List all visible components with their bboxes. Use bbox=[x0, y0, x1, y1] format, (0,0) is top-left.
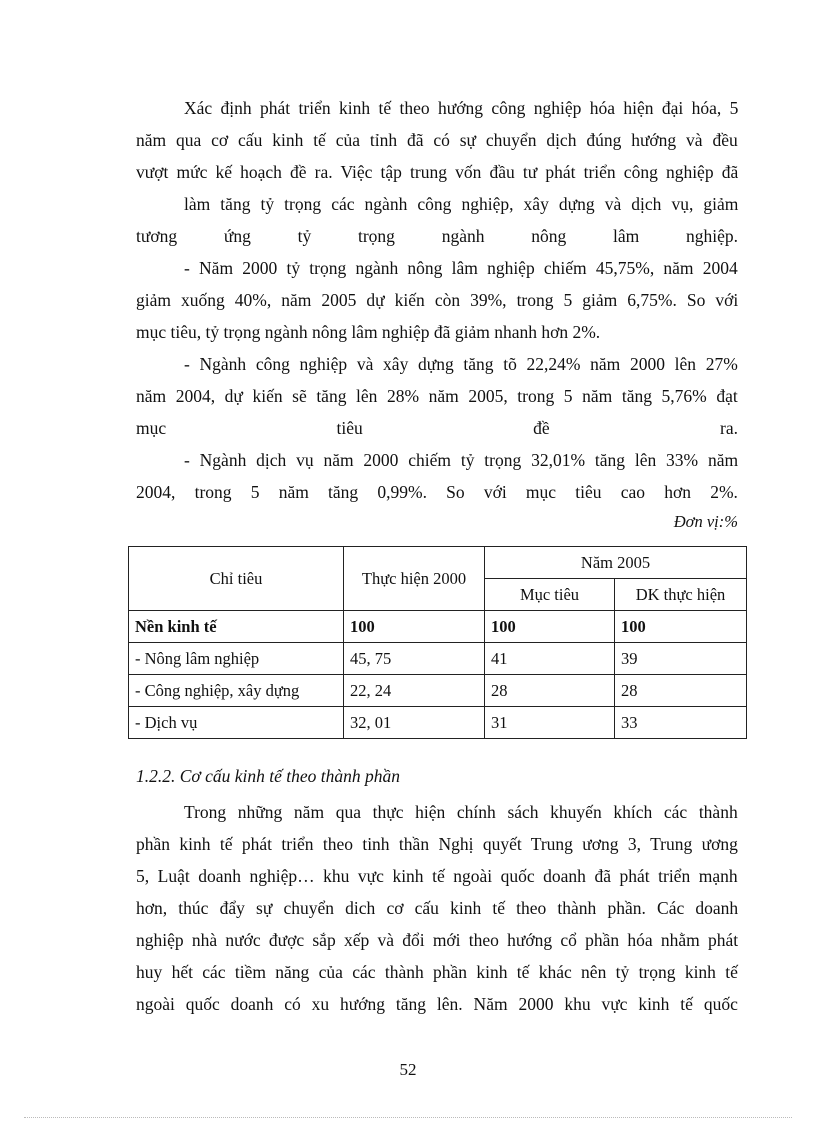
table-cell: - Nông lâm nghiệp bbox=[129, 643, 344, 675]
table-cell: Nền kinh tế bbox=[129, 611, 344, 643]
table-row bbox=[129, 707, 747, 739]
table-cell: 22, 24 bbox=[344, 675, 485, 707]
word: So bbox=[446, 482, 465, 502]
word: năm bbox=[278, 482, 309, 502]
word: ra. bbox=[720, 418, 738, 438]
table-cell: - Công nghiệp, xây dựng bbox=[129, 675, 344, 707]
paragraph2-line2: phần kinh tế phát triển theo tinh thần Nghị quyết Trung ương 3, Trung ương bbox=[136, 834, 738, 854]
bullet3-line2 bbox=[136, 480, 738, 504]
table-cell: 39 bbox=[615, 643, 747, 675]
paragraph1-line1: Xác định phát triển kinh tế theo hướng công nghiệp hóa hiện đại hóa, 5 bbox=[184, 98, 739, 118]
bullet3-line1: - Ngành dịch vụ năm 2000 chiếm tỷ trọng 32,01% tăng lên 33% năm bbox=[184, 450, 739, 470]
header-actual-2000: Thực hiện 2000 bbox=[344, 547, 485, 611]
table-cell: 100 bbox=[485, 611, 615, 643]
table-row bbox=[129, 611, 747, 643]
word: 2004, bbox=[136, 482, 176, 502]
paragraph1-line2: năm qua cơ cấu kinh tế của tỉnh đã có sự chuyển dịch đúng hướng và đều bbox=[136, 130, 738, 150]
word: tương bbox=[136, 226, 178, 246]
table-cell: 100 bbox=[615, 611, 747, 643]
paragraph1-line5 bbox=[136, 224, 738, 248]
word: 5 bbox=[250, 482, 260, 502]
structure-table bbox=[128, 546, 747, 739]
paragraph2-line3: 5, Luật doanh nghiệp… khu vực kinh tế ngoài quốc doanh đã phát triển mạnh bbox=[136, 866, 738, 886]
word: đề bbox=[533, 418, 550, 438]
table-cell: 28 bbox=[485, 675, 615, 707]
bullet1-line2: giảm xuống 40%, năm 2005 dự kiến còn 39%, trong 5 giảm 6,75%. So với bbox=[136, 290, 739, 310]
header-expected: DK thực hiện bbox=[615, 579, 747, 611]
table-cell: 33 bbox=[615, 707, 747, 739]
bullet2-line1: - Ngành công nghiệp và xây dựng tăng tõ 22,24% năm 2000 lên 27% bbox=[184, 354, 738, 374]
bullet1-line1: - Năm 2000 tỷ trọng ngành nông lâm nghiệp chiếm 45,75%, năm 2004 bbox=[184, 258, 738, 278]
paragraph2-line7: ngoài quốc doanh có xu hướng tăng lên. Năm 2000 khu vực kinh tế quốc bbox=[136, 994, 738, 1014]
word: với bbox=[483, 482, 507, 502]
bullet2-line3 bbox=[136, 416, 738, 440]
word: tiêu bbox=[575, 482, 602, 502]
unit-note: Đơn vị:% bbox=[673, 512, 738, 531]
word: mục bbox=[525, 482, 557, 502]
word: cao bbox=[620, 482, 646, 502]
bullet1-line3: mục tiêu, tỷ trọng ngành nông lâm nghiệp đã giảm nhanh hơn 2%. bbox=[136, 322, 601, 342]
table-cell: 31 bbox=[485, 707, 615, 739]
paragraph2-line1: Trong những năm qua thực hiện chính sách khuyến khích các thành bbox=[184, 802, 738, 822]
word: tăng bbox=[328, 482, 359, 502]
paragraph2-line5: nghiệp nhà nước được sắp xếp và đổi mới theo hướng cổ phần hóa nhằm phát bbox=[136, 930, 739, 950]
table-cell: 28 bbox=[615, 675, 747, 707]
table-cell: 41 bbox=[485, 643, 615, 675]
paragraph1-line3: vượt mức kế hoạch đề ra. Việc tập trung vốn đầu tư phát triển công nghiệp đã bbox=[136, 162, 739, 182]
table-row bbox=[129, 675, 747, 707]
paragraph2-line6: huy hết các tiềm năng của các thành phần kinh tế khác nên tỷ trọng kinh tế bbox=[136, 962, 738, 982]
table-cell: - Dịch vụ bbox=[129, 707, 344, 739]
word: 0,99%. bbox=[377, 482, 427, 502]
word: nông bbox=[531, 226, 567, 246]
word: nghiệp. bbox=[685, 226, 738, 246]
table-cell: 45, 75 bbox=[344, 643, 485, 675]
table-row bbox=[129, 643, 747, 675]
table-cell: 32, 01 bbox=[344, 707, 485, 739]
word: ngành bbox=[441, 226, 485, 246]
page-number: 52 bbox=[399, 1060, 417, 1079]
word: tiêu bbox=[336, 418, 363, 438]
section-heading: 1.2.2. Cơ cấu kinh tế theo thành phần bbox=[136, 766, 401, 786]
word: mục bbox=[136, 418, 167, 438]
header-year-2005: Năm 2005 bbox=[485, 547, 747, 579]
word: tỷ bbox=[297, 226, 312, 246]
header-target: Mục tiêu bbox=[485, 579, 615, 611]
table-cell: 100 bbox=[344, 611, 485, 643]
word: 2%. bbox=[710, 482, 738, 502]
word: trong bbox=[194, 482, 232, 502]
word: hơn bbox=[664, 482, 691, 502]
paragraph1-line4: làm tăng tỷ trọng các ngành công nghiệp, xây dựng và dịch vụ, giảm bbox=[184, 194, 739, 214]
header-indicator: Chỉ tiêu bbox=[129, 547, 344, 611]
word: ứng bbox=[223, 226, 251, 246]
word: trọng bbox=[357, 226, 395, 246]
bullet2-line2: năm 2004, dự kiến sẽ tăng lên 28% năm 2005, trong 5 năm tăng 5,76% đạt bbox=[136, 386, 738, 406]
paragraph2-line4: hơn, thúc đẩy sự chuyển dich cơ cấu kinh tế theo thành phần. Các doanh bbox=[136, 898, 739, 918]
footer-divider bbox=[24, 1117, 792, 1118]
word: lâm bbox=[612, 226, 640, 246]
